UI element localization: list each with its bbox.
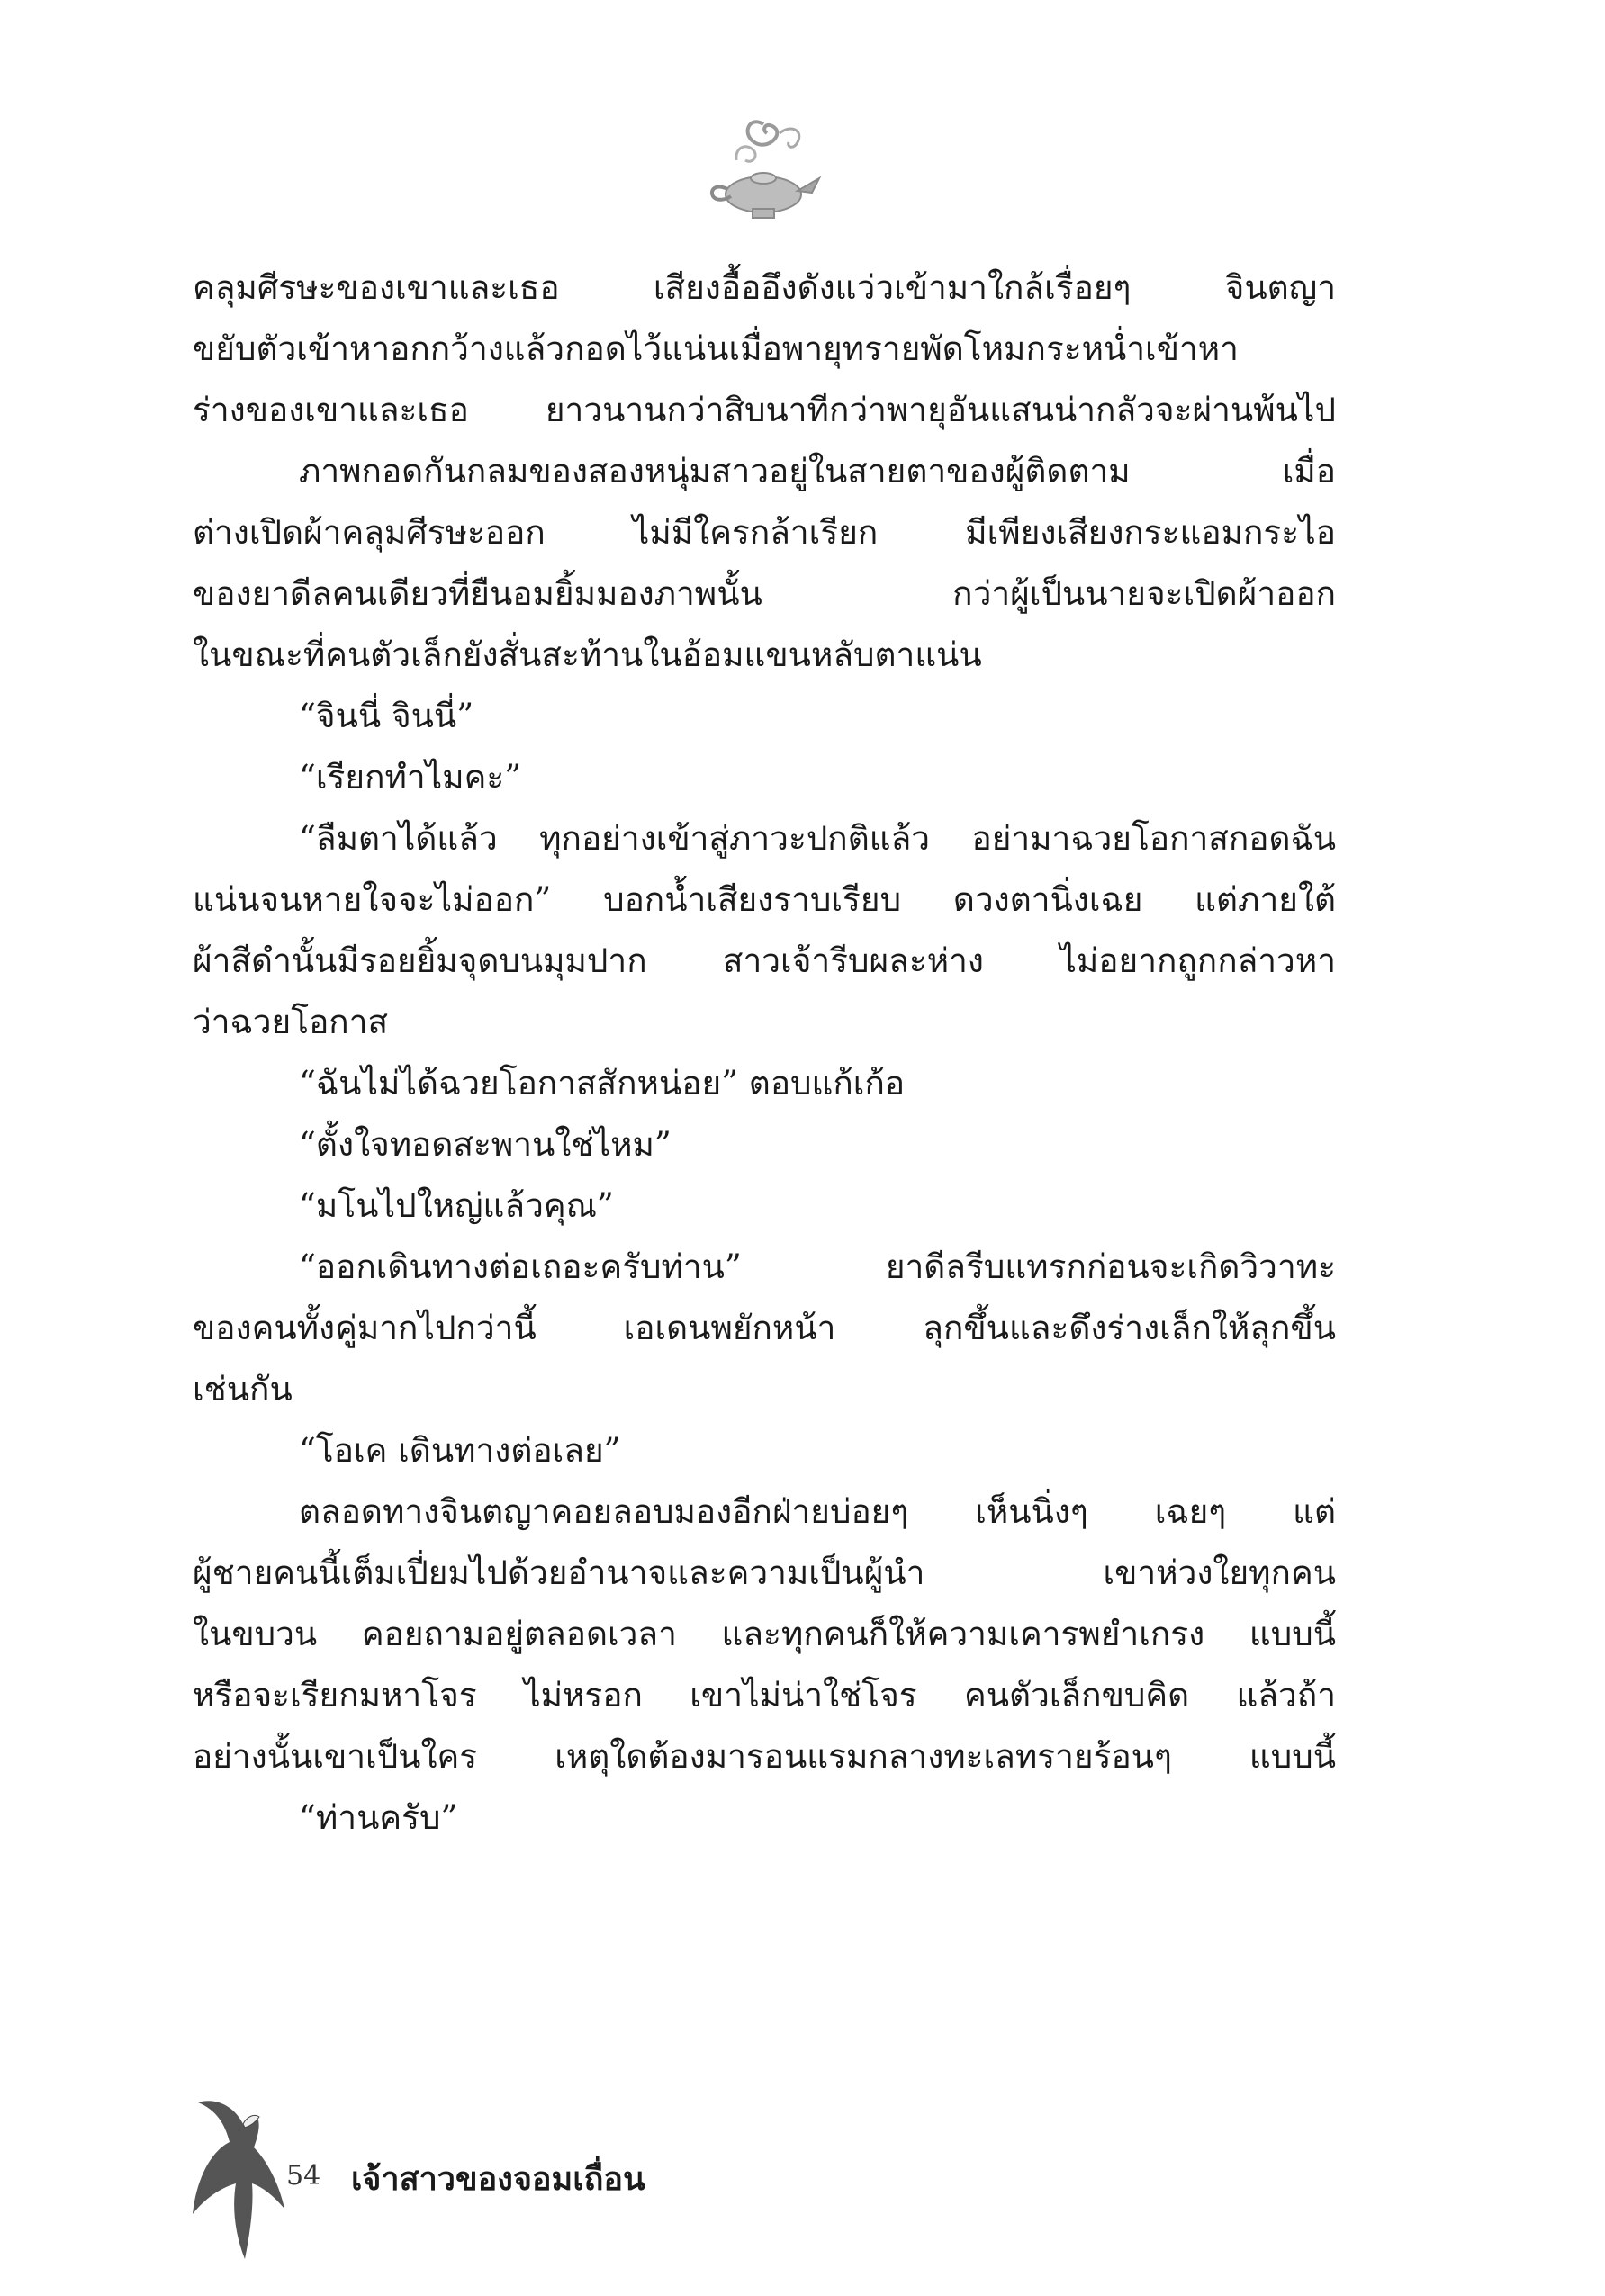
- text-line: ผ้าสีดำนั้นมีรอยยิ้มจุดบนมุมปาก สาวเจ้ารีบผละห่าง ไม่อยากถูกกล่าวหา: [193, 941, 1336, 980]
- text-line: ร่างของเขาและเธอ ยาวนานกว่าสิบนาทีกว่าพายุอันแสนน่ากลัวจะผ่านพ้นไป: [193, 391, 1336, 429]
- text-line: ผู้ชายคนนี้เต็มเปี่ยมไปด้วยอำนาจและความเป็นผู้นำ เขาห่วงใยทุกคน: [193, 1553, 1336, 1592]
- text-line: “ท่านครับ”: [299, 1798, 458, 1837]
- genie-lamp-icon: [700, 106, 826, 232]
- page-number: 54: [286, 2160, 321, 2192]
- text-line: อย่างนั้นเขาเป็นใคร เหตุใดต้องมารอนแรมกลางทะเลทรายร้อนๆ แบบนี้: [193, 1737, 1336, 1776]
- text-line: “ลืมตาได้แล้ว ทุกอย่างเข้าสู่ภาวะปกติแล้ว อย่ามาฉวยโอกาสกอดฉัน: [299, 819, 1336, 858]
- text-line: ตลอดทางจินตญาคอยลอบมองอีกฝ่ายบ่อยๆ เห็นนิ่งๆ เฉยๆ แต่: [299, 1492, 1336, 1531]
- text-line: “เรียกทำไมคะ”: [299, 758, 522, 797]
- page-footer: [180, 2097, 810, 2277]
- text-line: “โอเค เดินทางต่อเลย”: [299, 1431, 621, 1470]
- text-line: หรือจะเรียกมหาโจร ไม่หรอก เขาไม่น่าใช่โจร คนตัวเล็กขบคิด แล้วถ้า: [193, 1676, 1336, 1715]
- text-line: “ตั้งใจทอดสะพานใช่ไหม”: [299, 1125, 672, 1164]
- text-line: ในขณะที่คนตัวเล็กยังสั่นสะท้านในอ้อมแขนหลับตาแน่น: [193, 635, 982, 674]
- body-text: [193, 257, 1336, 1849]
- text-line: ต่างเปิดผ้าคลุมศีรษะออก ไม่มีใครกล้าเรียก มีเพียงเสียงกระแอมกระไอ: [193, 513, 1336, 552]
- text-line: เช่นกัน: [193, 1370, 293, 1409]
- text-line: ขยับตัวเข้าหาอกกว้างแล้วกอดไว้แน่นเมื่อพายุทรายพัดโหมกระหน่ำเข้าหา: [193, 329, 1239, 368]
- text-line: ว่าฉวยโอกาส: [193, 1003, 389, 1041]
- text-line: “ออกเดินทางต่อเถอะครับท่าน” ยาดีลรีบแทรกก่อนจะเกิดวิวาทะ: [299, 1247, 1336, 1286]
- text-line: แน่นจนหายใจจะไม่ออก” บอกน้ำเสียงราบเรียบ ดวงตานิ่งเฉย แต่ภายใต้: [193, 880, 1336, 919]
- text-line: “มโนไปใหญ่แล้วคุณ”: [299, 1186, 614, 1225]
- text-line: “ฉันไม่ได้ฉวยโอกาสสักหน่อย” ตอบแก้เก้อ: [299, 1064, 906, 1103]
- text-line: ภาพกอดกันกลมของสองหนุ่มสาวอยู่ในสายตาของผู้ติดตาม เมื่อ: [299, 452, 1336, 491]
- text-line: “จินนี่ จินนี่”: [299, 697, 474, 735]
- text-line: ของยาดีลคนเดียวที่ยืนอมยิ้มมองภาพนั้น กว่าผู้เป็นนายจะเปิดผ้าออก: [193, 574, 1336, 613]
- book-title: เจ้าสาวของจอมเถื่อน: [351, 2161, 645, 2198]
- text-line: คลุมศีรษะของเขาและเธอ เสียงอื้ออึงดังแว่วเข้ามาใกล้เรื่อยๆ จินตญา: [193, 268, 1336, 307]
- text-line: ของคนทั้งคู่มากไปกว่านี้ เอเดนพยักหน้า ลุกขึ้นและดึงร่างเล็กให้ลุกขึ้น: [193, 1309, 1336, 1347]
- text-line: ในขบวน คอยถามอยู่ตลอดเวลา และทุกคนก็ให้ความเคารพยำเกรง แบบนี้: [193, 1615, 1336, 1653]
